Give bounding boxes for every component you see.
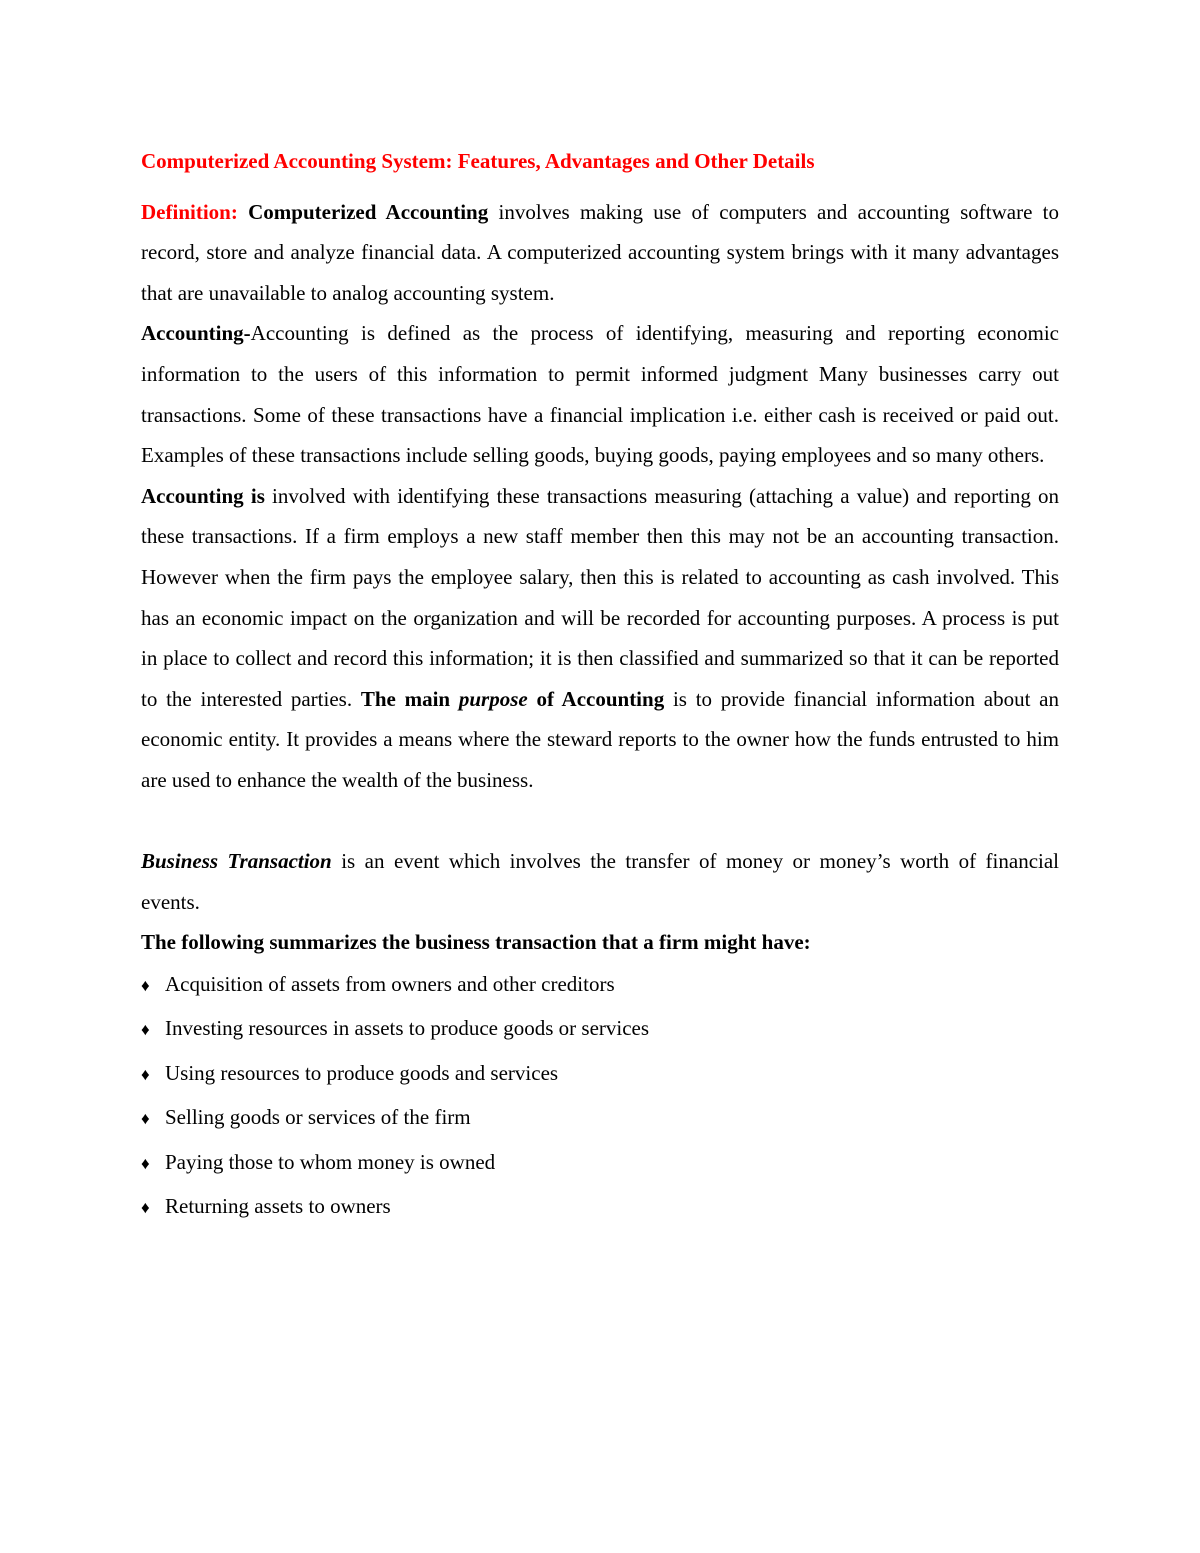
document-title: Computerized Accounting System: Features, Advantages and Other Details — [141, 149, 815, 173]
diamond-bullet-icon: ♦ — [141, 1109, 150, 1129]
business-transaction-paragraph — [141, 841, 1059, 922]
list-item — [141, 963, 1059, 1008]
list-heading-text: The following summarizes the business transaction that a firm might have: — [141, 930, 811, 955]
list-item-text: Acquisition of assets from owners and other creditors — [165, 971, 615, 996]
purpose-bold-italic: purpose — [458, 686, 528, 711]
spacer — [141, 801, 1059, 842]
list-item-text: Using resources to produce goods and services — [165, 1060, 559, 1085]
transaction-list — [141, 963, 1059, 1230]
list-item — [141, 1007, 1059, 1052]
accounting-involved-paragraph — [141, 476, 1059, 801]
purpose-text: is to provide financial information about an economic entity. It provides a means where the steward reports to the owner how the funds entrusted to him are used to enhance the wealth of the business. — [141, 686, 1059, 792]
definition-term: Computerized Accounting — [248, 199, 489, 224]
list-item — [141, 1141, 1059, 1186]
list-item-text: Selling goods or services of the firm — [165, 1105, 471, 1130]
accounting-is-term: Accounting is — [141, 483, 265, 508]
business-transaction-text: is an event which involves the transfer of money or money’s worth of financial events. — [141, 849, 1060, 914]
list-item-text: Investing resources in assets to produce goods or services — [165, 1016, 650, 1041]
diamond-bullet-icon: ♦ — [141, 975, 150, 995]
accounting-definition-text: Accounting is defined as the process of identifying, measuring and reporting economic information to the users of this information to permit informed judgment Many businesses carry out transactions. Some of these transactions have a financial implication i.e. either cash is received or paid out. Examples of these transactions include selling goods, buying goods, paying employees and so many others. — [141, 321, 1059, 468]
accounting-involved-text: involved with identifying these transactions measuring (attaching a value) and reporting on these transactions. If a firm employs a new staff member then this may not be an accounting transaction. However when the firm pays the employee salary, then this is related to accounting as cash involved. This has an economic impact on the organization and will be recorded for accounting purposes. A process is put in place to collect and record this information; it is then classified and summarized so that it can be reported to the interested parties. — [141, 483, 1060, 711]
list-heading — [141, 922, 1059, 963]
diamond-bullet-icon: ♦ — [141, 1153, 150, 1173]
diamond-bullet-icon: ♦ — [141, 1198, 150, 1218]
list-item-text: Returning assets to owners — [165, 1194, 391, 1219]
definition-paragraph — [141, 192, 1059, 314]
list-item — [141, 1185, 1059, 1230]
business-transaction-term: Business Transaction — [141, 849, 332, 874]
diamond-bullet-icon: ♦ — [141, 1064, 150, 1084]
list-item — [141, 1052, 1059, 1097]
diamond-bullet-icon: ♦ — [141, 1020, 150, 1040]
definition-text: involves making use of computers and accounting software to record, store and analyze financial data. A computerized accounting system brings with it many advantages that are unavailable to analog accounting system. — [141, 199, 1060, 305]
of-accounting-bold: of Accounting — [527, 686, 665, 711]
main-purpose-bold: The main — [360, 686, 459, 711]
list-item — [141, 1096, 1059, 1141]
document-page — [141, 141, 1059, 1230]
definition-label: Definition: — [141, 199, 238, 224]
accounting-term: Accounting- — [141, 321, 251, 346]
list-item-text: Paying those to whom money is owned — [165, 1149, 496, 1174]
accounting-definition-paragraph — [141, 313, 1059, 475]
